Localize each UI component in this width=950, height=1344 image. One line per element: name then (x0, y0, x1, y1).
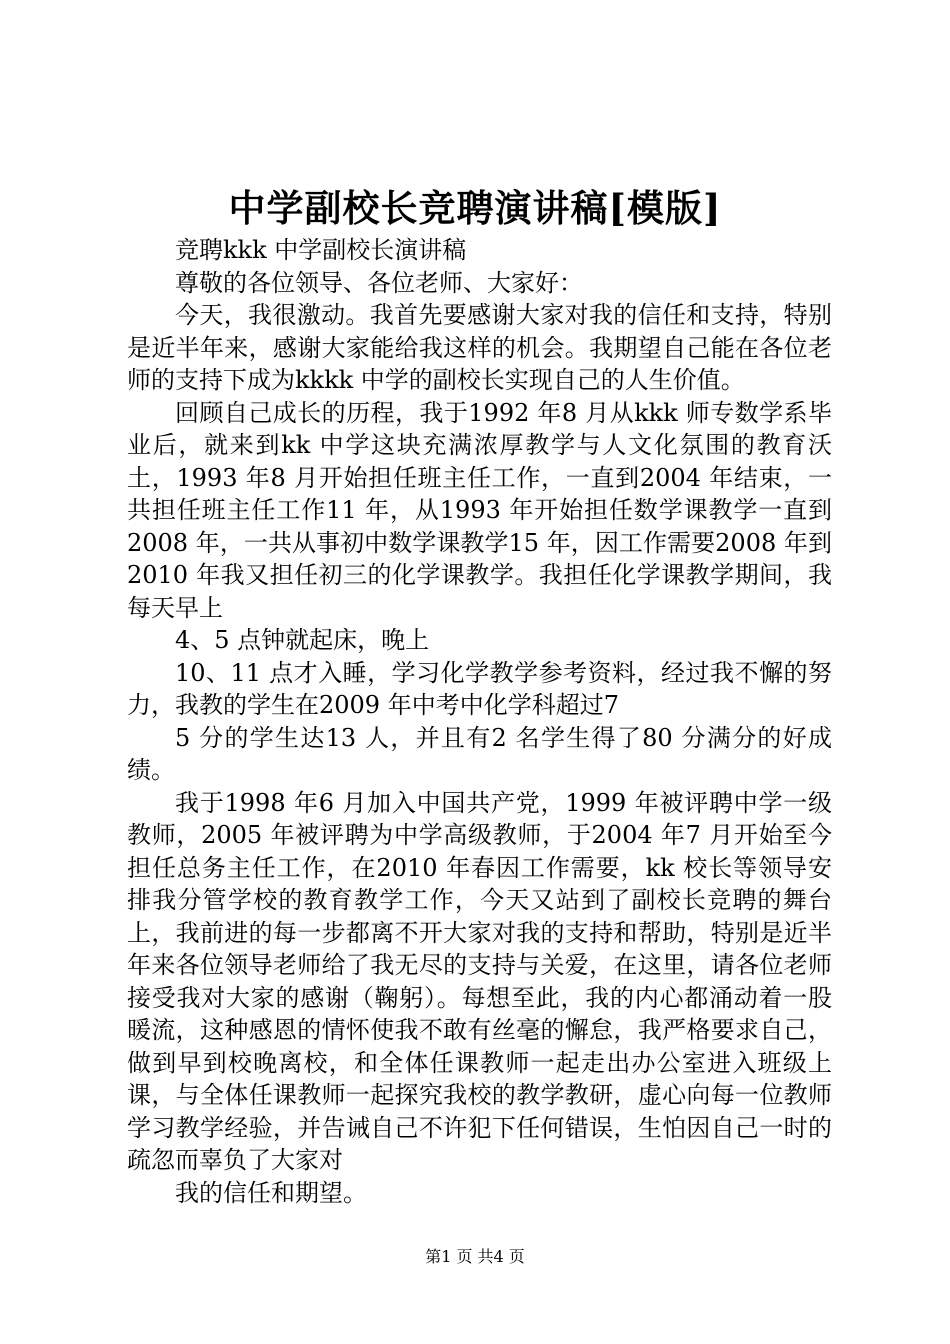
document-body (127, 234, 832, 1209)
paragraph: 今天，我很激动。我首先要感谢大家对我的信任和支持，特别是近半年来，感谢大家能给我这样的机会。我期望自己能在各位老师的支持下成为kkkk 中学的副校长实现自己的人生价值。 (127, 301, 832, 394)
paragraph: 我于1998 年6 月加入中国共产党，1999 年被评聘中学一级教师，2005 年被评聘为中学高级教师，于2004 年7 月开始至今担任总务主任工作，在2010 年春因工作需要，kk 校长等领导安排我分管学校的教育教学工作，今天又站到了副校长竞聘的舞台上，我前进的每一步都离不开大家对我的支持和帮助，特别是近半年来各位领导老师给了我无尽的支持与关爱，在这里，请各位老师接受我对大家的感谢（鞠躬）。每想至此，我的内心都涌动着一股暖流，这种感恩的情怀使我不敢有丝毫的懈怠，我严格要求自己，做到早到校晚离校，和全体任课教师一起走出办公室进入班级上课，与全体任课教师一起探究我校的教学教研，虚心向每一位教师学习教学经验，并告诫自己不许犯下任何错误，生怕因自己一时的疏忽而辜负了大家对 (127, 788, 832, 1174)
paragraph: 我的信任和期望。 (175, 1178, 367, 1207)
paragraph: 4、5 点钟就起床，晚上 (175, 626, 430, 654)
paragraph-heading: 竞聘kkk 中学副校长演讲稿 (175, 236, 467, 264)
paragraph-greeting: 尊敬的各位领导、各位老师、大家好： (175, 268, 583, 297)
paragraph: 10、11 点才入睡，学习化学教学参考资料，经过我不懈的努力，我教的学生在2009 年中考中化学科超过7 (127, 658, 832, 719)
paragraph: 回顾自己成长的历程，我于1992 年8 月从kkk 师专数学系毕业后，就来到kk 中学这块充满浓厚教学与人文化氛围的教育沃土，1993 年8 月开始担任班主任工作，一直到2004 年结束，一共担任班主任工作11 年，从1993 年开始担任数学课教学一直到2008 年，一共从事初中数学课教学15 年，因工作需要2008 年到2010 年我又担任初三的化学课教学。我担任化学课教学期间，我每天早上 (127, 398, 832, 622)
document-title: 中学副校长竞聘演讲稿[模版] (228, 186, 722, 230)
paragraph: 5 分的学生达13 人，并且有2 名学生得了80 分满分的好成绩。 (127, 723, 832, 784)
page-footer: 第1 页 共4 页 (425, 1247, 525, 1266)
